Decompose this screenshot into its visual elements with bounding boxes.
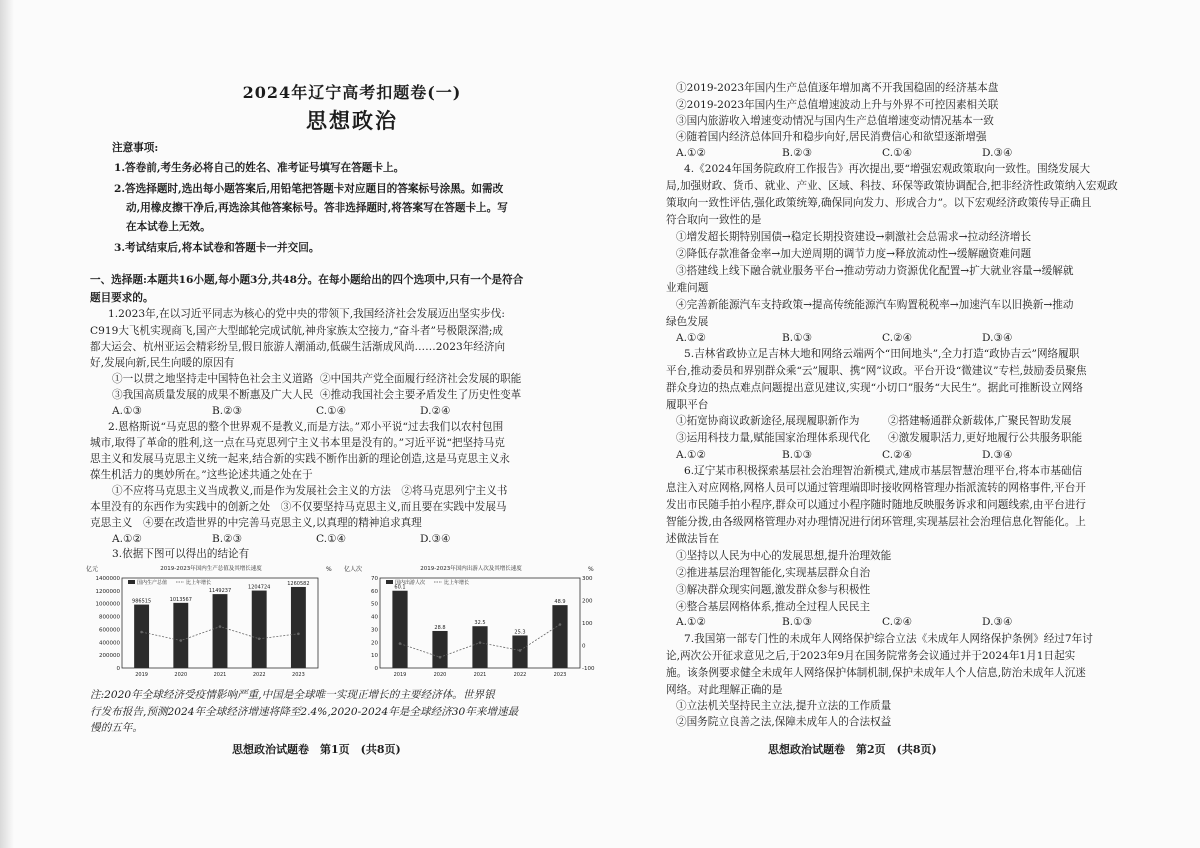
- q5-option-a: A.①②: [676, 449, 707, 461]
- q4-option-b: B.①③: [782, 332, 813, 344]
- section-heading: 一、选择题:本题共16小题,每小题3分,共48分。在每小题给出的四个选项中,只有一个是符合: [90, 274, 524, 286]
- q1-stem: 都大运会、杭州亚运会精彩纷呈,假日旅游人潮涌动,低碳生活渐成风尚……2023年经济向: [90, 341, 506, 353]
- q6-option-d: D.③④: [982, 616, 1013, 628]
- chart-title: 2019-2023年国内生产总值及其增长速度: [160, 566, 262, 572]
- growth-point-2019: [399, 642, 402, 645]
- growth-point-2020: [439, 656, 442, 659]
- q1-option-d: D.②④: [420, 405, 451, 417]
- notice-item: 2.答选择题时,选出每小题答案后,用铅笔把答题卡对应题目的答案标号涂黑。如需改: [114, 183, 504, 195]
- section-heading: 题目要求的。: [90, 292, 154, 304]
- x-tick-label: 2022: [513, 672, 527, 678]
- bar-2023: [291, 587, 306, 668]
- bar-2019: [392, 591, 407, 668]
- q2-option-a: A.①②: [112, 533, 143, 545]
- q1-statement: ④推动我国社会主要矛盾发生了历史性变革: [320, 389, 522, 401]
- y-tick-label: 200000: [99, 653, 120, 660]
- x-tick-label: 2020: [174, 672, 188, 678]
- q3-option-b: B.②③: [782, 147, 813, 159]
- x-tick-label: 2023: [292, 672, 305, 678]
- y-tick-label: 1400000: [95, 576, 120, 582]
- q5-statement: ①拓宽协商议政新途径,展现履职新作为: [676, 415, 860, 427]
- chart-title: 2019-2023年国内出游人次及其增长速度: [420, 566, 522, 572]
- y2-tick-label: 100: [582, 621, 593, 627]
- data-label: 60.1: [394, 584, 406, 591]
- q2-stem: 城市,取得了革命的胜利,这一点在马克思列宁主义书本里是没有的。”习近平说“把坚持马克: [90, 437, 505, 449]
- q3-note: 注:2020年全球经济受疫情影响严重,中国是全球唯一实现正增长的主要经济体。世界银: [90, 689, 495, 701]
- y-tick-label: 50: [371, 601, 378, 608]
- page-2-footer: 思想政治试题卷 第2页 (共8页): [768, 743, 937, 756]
- q4-statement: ③搭建线上线下融合就业服务平台→推动劳动力资源优化配置→扩大就业容量→缓解就: [676, 265, 1074, 277]
- q2-stem: 葆生机活力的奥妙所在。”这些论述共通之处在于: [90, 469, 313, 481]
- q6-statement: ①坚持以人民为中心的发展思想,提升治理效能: [676, 550, 892, 562]
- growth-point-2019: [140, 631, 143, 634]
- q4-statement: 绿色发展: [666, 316, 709, 328]
- notice-heading: 注意事项:: [112, 142, 159, 154]
- q2-statement: 克思主义 ④要在改造世界的中完善马克思主义,以真理的精神追求真理: [90, 517, 422, 529]
- y-axis-label: 亿元: [86, 566, 99, 573]
- data-label: 1204724: [248, 584, 271, 591]
- x-tick-label: 2020: [433, 672, 447, 678]
- data-label: 1260582: [287, 580, 310, 587]
- y-tick-label: 60: [371, 588, 378, 595]
- q3-note: 行发布报告,预测2024年全球经济增速将降至2.4%,2020-2024年是全球经济30年来增速最: [90, 706, 519, 718]
- q5-statement: ④激发履职活力,更好地履行公共服务职能: [888, 432, 1083, 444]
- q1-stem: 1.2023年,在以习近平同志为核心的党中央的带领下,我国经济社会发展迈出坚实步伐:: [108, 308, 505, 320]
- q4-option-c: C.②④: [882, 332, 913, 344]
- q7-statement: ②国务院立良善之法,保障未成年人的合法权益: [676, 716, 892, 728]
- y-tick-label: 1000000: [95, 601, 120, 608]
- legend-label: 比上年增长: [444, 580, 470, 586]
- x-tick-label: 2021: [473, 672, 487, 678]
- page-1-footer: 思想政治试题卷 第1页 (共8页): [232, 743, 401, 756]
- bar-2023: [552, 605, 567, 668]
- q7-statement: ①立法机关坚持民主立法,提升立法的工作质量: [676, 700, 892, 712]
- notice-item: 动,用橡皮擦干净后,再选涂其他答案标号。答非选择题时,将答案写在答题卡上。写: [126, 202, 508, 214]
- y-tick-label: 10: [371, 653, 378, 660]
- q6-option-a: A.①②: [676, 616, 707, 628]
- q6-stem: 息注入对应网格,网格人员可以通过管理端即时接收网格管理办指派流转的网格事件,平台开: [666, 482, 1086, 494]
- q4-option-d: D.③④: [982, 332, 1013, 344]
- q3-statement: ②2019-2023年国内生产总值增速波动上升与外界不可控因素相关联: [676, 99, 999, 111]
- q3-statement: ④随着国内经济总体回升和稳步向好,居民消费信心和欲望逐渐增强: [676, 131, 987, 143]
- q6-stem: 述做法旨在: [666, 533, 719, 545]
- q2-stem: 思主义和发展马克思主义统一起来,结合新的实践不断作出新的理论创造,这是马克思主义永: [90, 453, 510, 465]
- q7-stem: 网络。对此理解正确的是: [666, 684, 783, 696]
- q1-statement: ②中国共产党全面履行经济社会发展的职能: [320, 373, 522, 385]
- q5-stem: 群众身边的热点难点问题提出意见建议,实现“小切口”服务“大民生”。据此可推断设立网络: [666, 382, 1083, 394]
- q2-statement: 本里没有的东西作为实践中的创新之处 ③不仅要坚持马克思主义,而且要在实践中发展马: [90, 501, 507, 513]
- q4-stem: 局,加强财政、货币、就业、产业、区域、科技、环保等政策协调配合,把非经济性政策纳入宏观政: [666, 180, 1118, 192]
- y-tick-label: 400000: [99, 640, 120, 647]
- q2-statement: ①不应将马克思主义当成教义,而是作为发展社会主义的方法 ②将马克思列宁主义书: [112, 485, 508, 497]
- q5-statement: ②搭建畅通群众新载体,广聚民智助发展: [888, 415, 1072, 427]
- notice-item: 1.答卷前,考生务必将自己的姓名、准考证号填写在答题卡上。: [114, 162, 405, 174]
- q4-stem: 4.《2024年国务院政府工作报告》再次提出,要“增强宏观政策取向一致性。围绕发展大: [684, 163, 1091, 175]
- q7-stem: 施。该条例要求健全未成年人网络保护体制机制,保护未成年人个人信息,防治未成年人沉迷: [666, 667, 1086, 679]
- bar-2020: [432, 631, 447, 668]
- x-tick-label: 2022: [252, 672, 266, 678]
- q4-statement: ④完善新能源汽车支持政策→提高传统能源汽车购置税税率→加速汽车以旧换新→推动: [676, 299, 1074, 311]
- q6-stem: 智能分拨,由各级网格管理办对办理情况进行闭环管理,实现基层社会治理信息化智能化。上: [666, 516, 1086, 528]
- legend-swatch-bar: [128, 580, 135, 584]
- growth-point-2021: [219, 625, 222, 628]
- y-tick-label: 1200000: [95, 588, 120, 595]
- data-label: 48.9: [554, 599, 566, 606]
- q6-stem: 6.辽宁某市积极探索基层社会治理智治新模式,建成市基层智慧治理平台,将本市基础信: [684, 465, 1083, 477]
- growth-point-2022: [258, 637, 261, 640]
- q6-option-b: B.①③: [782, 616, 813, 628]
- q4-statement: ②降低存款准备金率→加大逆周期的调节力度→释放流动性→缓解融资难问题: [676, 248, 1032, 260]
- data-label: 25.3: [514, 629, 526, 636]
- q3-option-a: A.①②: [676, 147, 707, 159]
- bar-2020: [173, 603, 188, 668]
- q4-stem: 符合取向一致性的是: [666, 214, 762, 226]
- notice-item: 3.考试结束后,将本试卷和答题卡一并交回。: [114, 242, 320, 254]
- y2-axis-label: %: [588, 566, 594, 573]
- x-tick-label: 2019: [393, 672, 407, 678]
- q5-statement: ③运用科技力量,赋能国家治理体系现代化: [676, 432, 871, 444]
- y-axis-label: 亿人次: [344, 566, 363, 573]
- x-tick-label: 2023: [553, 672, 567, 678]
- legend-label: 国内出游人次: [395, 580, 426, 586]
- data-label: 28.8: [434, 624, 446, 631]
- q2-option-c: C.①④: [316, 533, 347, 545]
- q1-statement: ③我国高质量发展的成果不断惠及广大人民: [112, 389, 314, 401]
- y2-tick-label: 300: [582, 576, 593, 582]
- q7-stem: 论,两次公开征求意见之后,于2023年9月在国务院常务会议通过并于2024年1月1日起实: [666, 650, 1076, 662]
- growth-point-2022: [519, 649, 522, 652]
- bar-2019: [134, 605, 149, 668]
- q2-option-b: B.②③: [212, 533, 243, 545]
- q1-stem: 好,发展向新,民生向暖的原因有: [90, 357, 235, 369]
- growth-point-2023: [297, 633, 300, 636]
- q3-stem: 3.依据下图可以得出的结论有: [112, 548, 250, 560]
- gdp-chart: [82, 562, 340, 682]
- bar-2021: [472, 626, 487, 668]
- data-label: 986515: [132, 598, 152, 605]
- growth-point-2021: [479, 641, 482, 644]
- subject-title: 思想政治: [306, 108, 398, 133]
- bar-2022: [252, 591, 267, 668]
- q1-option-a: A.①③: [112, 405, 143, 417]
- growth-point-2020: [180, 639, 183, 642]
- x-tick-label: 2019: [135, 672, 148, 678]
- data-label: 1149237: [208, 588, 232, 595]
- y-tick-label: 0: [374, 666, 378, 672]
- gdp-chart-svg: [82, 562, 340, 682]
- q6-statement: ②推进基层治理智能化,实现基层群众自治: [676, 567, 871, 579]
- q1-stem: C919大飞机实现商飞,国产大型邮轮完成试航,神舟家族太空接力,“奋斗者”号极限深潜;成: [90, 325, 504, 337]
- q6-statement: ③解决群众现实问题,激发群众参与积极性: [676, 584, 871, 596]
- q5-option-d: D.③④: [982, 449, 1013, 461]
- y-tick-label: 20: [371, 640, 378, 647]
- q1-option-c: C.①④: [316, 405, 347, 417]
- y2-axis-label: %: [326, 566, 332, 573]
- exam-title: 2024年辽宁高考扣题卷(一): [242, 83, 462, 102]
- bar-2021: [213, 594, 228, 668]
- q4-option-a: A.①②: [676, 332, 707, 344]
- q5-option-b: B.①③: [782, 449, 813, 461]
- q1-option-b: B.②③: [212, 405, 243, 417]
- growth-point-2023: [559, 623, 562, 626]
- q6-stem: 发出市民随手拍小程序,群众可以通过小程序随时随地反映服务诉求和问题线索,由平台进行: [666, 499, 1086, 511]
- q3-statement: ③国内旅游收入增速变动情况与国内生产总值增速变动情况基本一致: [676, 115, 994, 127]
- data-label: 32.5: [474, 620, 486, 627]
- q5-option-c: C.②④: [882, 449, 913, 461]
- y-tick-label: 800000: [99, 614, 120, 621]
- q3-note: 慢的五年。: [90, 722, 143, 734]
- q5-stem: 5.吉林省政协立足吉林大地和网络云端两个“田间地头”,全力打造“政协吉云”网络履职: [684, 348, 1080, 360]
- scan-shadow: [0, 0, 14, 848]
- q2-option-d: D.③④: [420, 533, 451, 545]
- y2-tick-label: -100: [582, 666, 595, 672]
- q3-option-d: D.③④: [982, 147, 1013, 159]
- y-tick-label: 600000: [99, 627, 120, 634]
- notice-item: 在本试卷上无效。: [126, 221, 211, 233]
- q2-stem: 2.恩格斯说“马克思的整个世界观不是教义,而是方法。”邓小平说“过去我们以农村包围: [108, 421, 504, 433]
- q4-statement: 业难问题: [666, 282, 709, 294]
- y-tick-label: 70: [371, 576, 378, 582]
- q6-option-c: C.②④: [882, 616, 913, 628]
- q5-stem: 平台,推动委员和界别群众乘“云”履职、携“网”议政。平台开设“微建议”专栏,鼓励委员聚焦: [666, 365, 1087, 377]
- legend-label: 国内生产总值: [137, 580, 168, 586]
- q7-stem: 7.我国第一部专门性的未成年人网络保护综合立法《未成年人网络保护条例》经过7年讨: [684, 633, 1093, 645]
- x-tick-label: 2021: [213, 672, 227, 678]
- data-label: 1013567: [169, 596, 192, 603]
- y2-tick-label: 200: [582, 598, 593, 605]
- y2-tick-label: 0: [582, 643, 586, 650]
- tourism-chart: [340, 562, 602, 682]
- q3-statement: ①2019-2023年国内生产总值逐年增加离不开我国稳固的经济基本盘: [676, 82, 999, 94]
- legend-swatch-bar: [386, 580, 393, 584]
- q1-statement: ①一以贯之地坚持走中国特色社会主义道路: [112, 373, 314, 385]
- y-tick-label: 30: [371, 627, 378, 634]
- q5-stem: 履职平台: [666, 399, 709, 411]
- y-tick-label: 0: [116, 666, 120, 672]
- q4-stem: 策取向一致性评估,强化政策统筹,确保同向发力、形成合力”。以下宏观经济政策传导正确且: [666, 197, 1092, 209]
- tourism-chart-svg: [340, 562, 602, 682]
- y-tick-label: 40: [371, 614, 378, 621]
- q3-option-c: C.①④: [882, 147, 913, 159]
- legend-label: 比上年增长: [186, 580, 212, 586]
- q4-statement: ①增发超长期特别国债→稳定长期投资建设→刺激社会总需求→拉动经济增长: [676, 231, 1032, 243]
- q6-statement: ④整合基层网格体系,推动全过程人民民主: [676, 601, 871, 613]
